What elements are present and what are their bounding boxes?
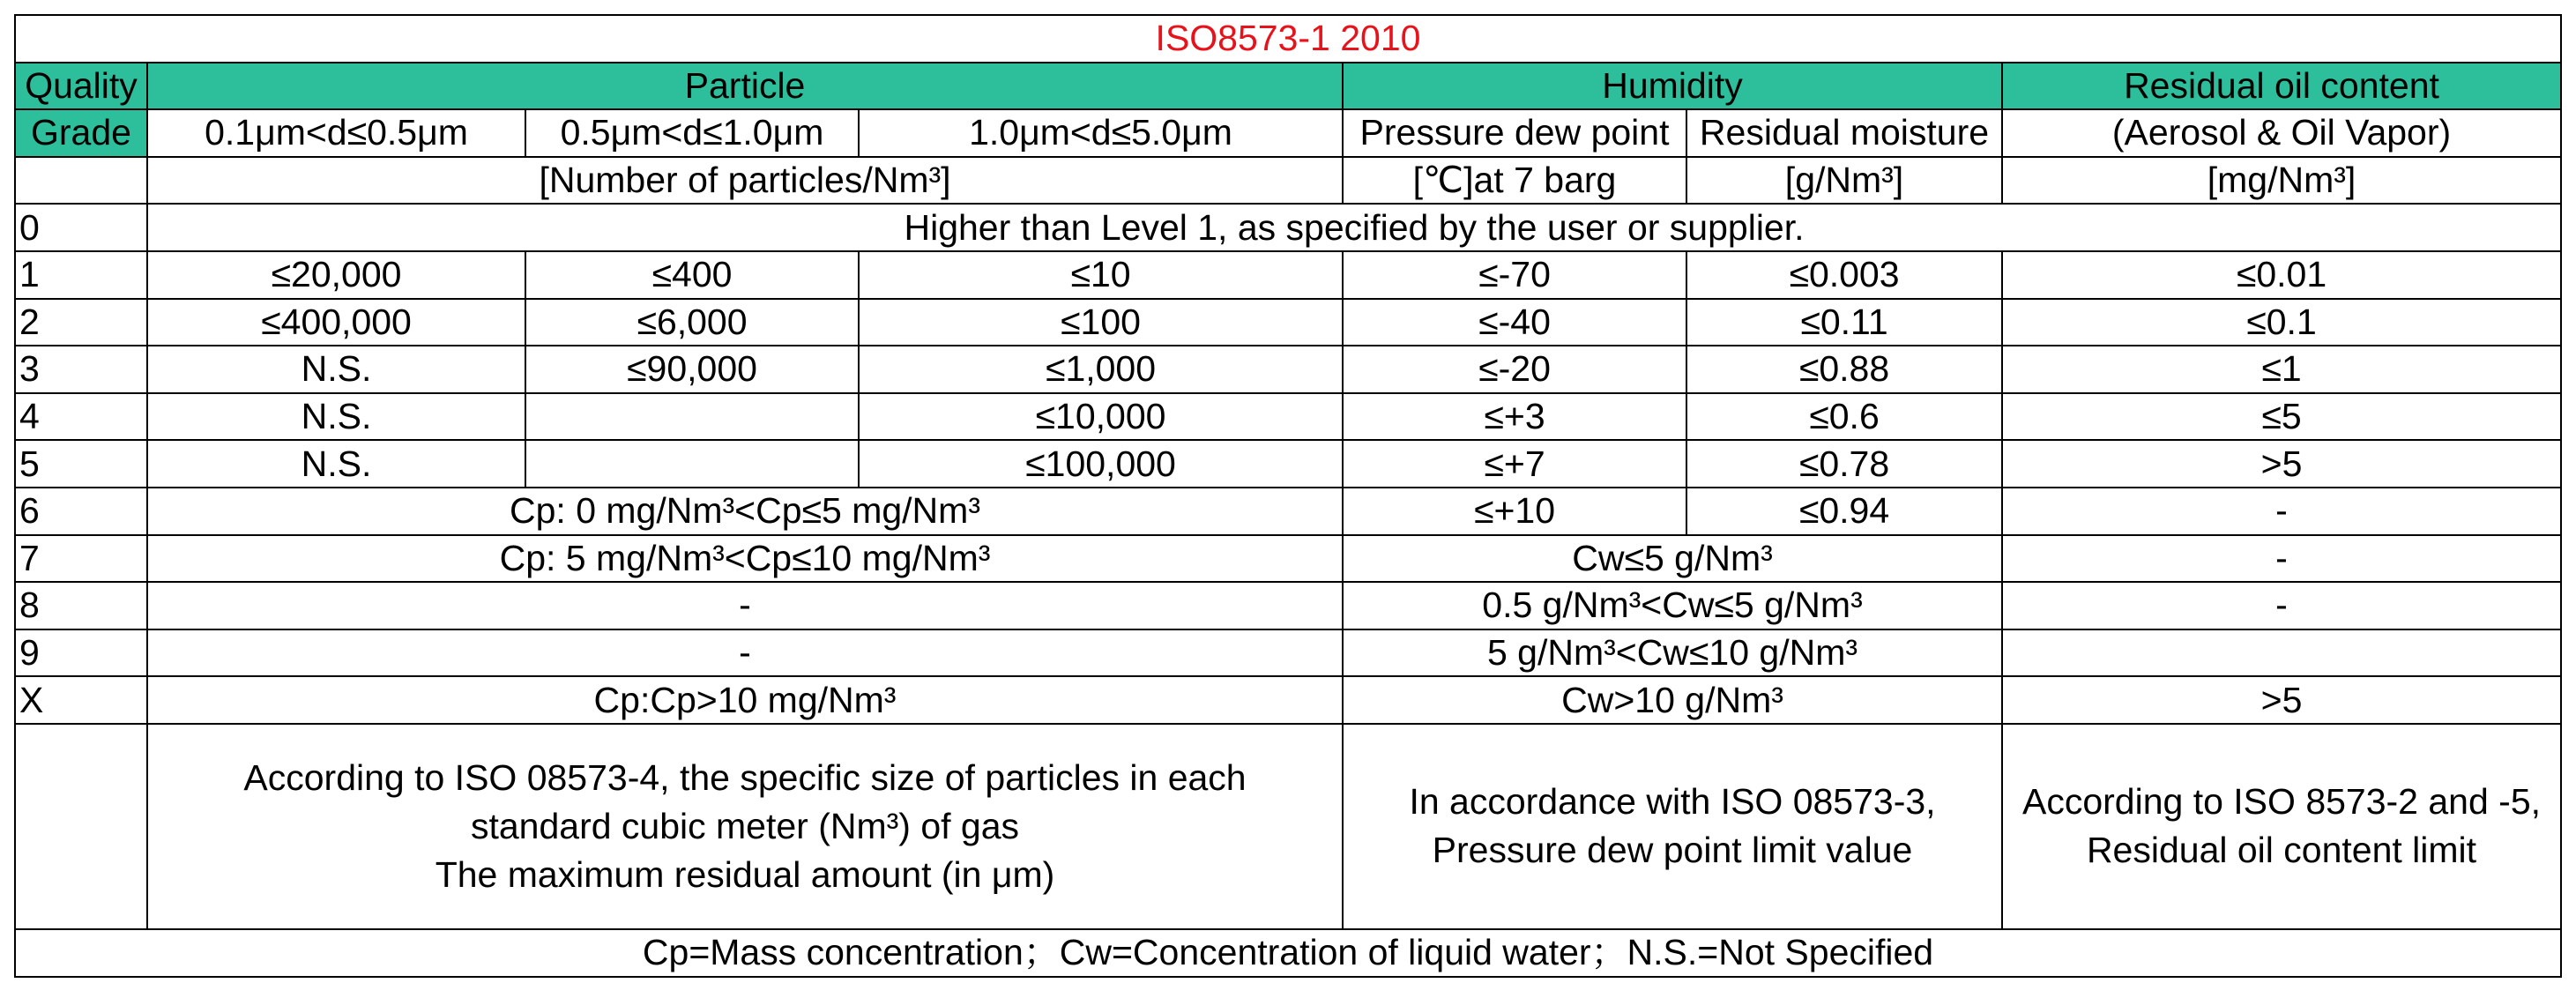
table-title: ISO8573-1 2010 [15, 15, 2561, 63]
particle-size-1-cell: ≤20,000 [147, 251, 525, 299]
humidity-header: Humidity [1343, 63, 2002, 110]
oil-units: [mg/Nm³] [2002, 157, 2561, 205]
oil-note-line: Residual oil content limit [2086, 830, 2477, 871]
particle-note-line: The maximum residual amount (in μm) [435, 853, 1055, 895]
size-range-3: 1.0μm<d≤5.0μm [859, 109, 1343, 157]
particle-note-line: According to ISO 08573-4, the specific size of particles in each [243, 757, 1247, 798]
size-range-1: 0.1μm<d≤0.5μm [147, 109, 525, 157]
particle-size-1-cell: N.S. [147, 346, 525, 393]
oil-note [2002, 724, 2561, 929]
units-grade-cell [15, 157, 147, 205]
table-row [15, 440, 2561, 488]
dew-point-cell: ≤+10 [1343, 488, 1686, 535]
grade-cell: 3 [15, 346, 147, 393]
oil-cell: - [2002, 582, 2561, 629]
grade-cell: 4 [15, 393, 147, 441]
table-row [15, 535, 2561, 583]
table-row [15, 488, 2561, 535]
particle-size-2-cell [525, 393, 859, 441]
moisture-cell: ≤0.6 [1686, 393, 2002, 441]
notes-grade-cell [15, 724, 147, 929]
particle-size-3-cell: ≤10 [859, 251, 1343, 299]
oil-cell: ≤0.01 [2002, 251, 2561, 299]
particle-size-3-cell: ≤10,000 [859, 393, 1343, 441]
particle-size-1-cell: ≤400,000 [147, 299, 525, 346]
quality-grade-header-line2: Grade [15, 109, 147, 157]
moisture-cell: ≤0.78 [1686, 440, 2002, 488]
humidity-concentration-cell: 0.5 g/Nm³<Cw≤5 g/Nm³ [1343, 582, 2002, 629]
table-row [15, 204, 2561, 251]
dew-point-cell: ≤-20 [1343, 346, 1686, 393]
iso-8573-table [14, 14, 2562, 978]
oil-cell: ≤0.1 [2002, 299, 2561, 346]
dew-point-cell: ≤-40 [1343, 299, 1686, 346]
table-row [15, 393, 2561, 441]
oil-cell: >5 [2002, 440, 2561, 488]
oil-cell: - [2002, 535, 2561, 583]
particle-size-3-cell: ≤1,000 [859, 346, 1343, 393]
footer-row [15, 929, 2561, 977]
grade-cell: X [15, 676, 147, 724]
quality-grade-header-line1: Quality [15, 63, 147, 110]
dew-point-cell: ≤-70 [1343, 251, 1686, 299]
particle-units: [Number of particles/Nm³] [147, 157, 1343, 205]
dew-units: [℃]at 7 barg [1343, 157, 1686, 205]
header-row-1 [15, 63, 2561, 110]
moisture-units: [g/Nm³] [1686, 157, 2002, 205]
humidity-note [1343, 724, 2002, 929]
units-row [15, 157, 2561, 205]
particle-note-line: standard cubic meter (Nm³) of gas [470, 805, 1020, 846]
moisture-cell: ≤0.88 [1686, 346, 2002, 393]
oil-note-line: According to ISO 8573-2 and -5, [2022, 781, 2542, 823]
header-row-2 [15, 109, 2561, 157]
table-row [15, 346, 2561, 393]
residual-moisture-header: Residual moisture [1686, 109, 2002, 157]
footer-legend: Cp=Mass concentration；Cw=Concentration of liquid water；N.S.=Not Specified [15, 929, 2561, 977]
particle-header: Particle [147, 63, 1343, 110]
table-row [15, 251, 2561, 299]
particle-size-2-cell: ≤400 [525, 251, 859, 299]
residual-oil-header: Residual oil content [2002, 63, 2561, 110]
pressure-dew-point-header: Pressure dew point [1343, 109, 1686, 157]
table-row [15, 676, 2561, 724]
particle-concentration-cell: Cp: 5 mg/Nm³<Cp≤10 mg/Nm³ [147, 535, 1343, 583]
title-row [15, 15, 2561, 63]
dew-point-cell: ≤+7 [1343, 440, 1686, 488]
grade-cell: 1 [15, 251, 147, 299]
grade-cell: 9 [15, 629, 147, 677]
particle-note [147, 724, 1343, 929]
particle-size-2-cell [525, 440, 859, 488]
grade-cell: 7 [15, 535, 147, 583]
particle-size-2-cell: ≤90,000 [525, 346, 859, 393]
oil-cell: ≤1 [2002, 346, 2561, 393]
humidity-concentration-cell: Cw≤5 g/Nm³ [1343, 535, 2002, 583]
oil-cell: - [2002, 488, 2561, 535]
particle-concentration-cell: Cp: 0 mg/Nm³<Cp≤5 mg/Nm³ [147, 488, 1343, 535]
particle-concentration-cell: - [147, 582, 1343, 629]
grade-cell: 6 [15, 488, 147, 535]
table-row [15, 299, 2561, 346]
particle-concentration-cell: Cp:Cp>10 mg/Nm³ [147, 676, 1343, 724]
humidity-note-line: In accordance with ISO 08573-3, [1409, 781, 1936, 823]
notes-row [15, 724, 2561, 929]
particle-size-1-cell: N.S. [147, 393, 525, 441]
moisture-cell: ≤0.11 [1686, 299, 2002, 346]
grade-0-note: Higher than Level 1, as specified by the user or supplier. [147, 204, 2561, 251]
grade-cell: 0 [15, 204, 147, 251]
oil-cell [2002, 629, 2561, 677]
table-row [15, 582, 2561, 629]
oil-cell: >5 [2002, 676, 2561, 724]
particle-concentration-cell: - [147, 629, 1343, 677]
moisture-cell: ≤0.94 [1686, 488, 2002, 535]
size-range-2: 0.5μm<d≤1.0μm [525, 109, 859, 157]
moisture-cell: ≤0.003 [1686, 251, 2002, 299]
oil-subheader: (Aerosol & Oil Vapor) [2002, 109, 2561, 157]
particle-size-2-cell: ≤6,000 [525, 299, 859, 346]
humidity-concentration-cell: 5 g/Nm³<Cw≤10 g/Nm³ [1343, 629, 2002, 677]
dew-point-cell: ≤+3 [1343, 393, 1686, 441]
table-row [15, 629, 2561, 677]
oil-cell: ≤5 [2002, 393, 2561, 441]
grade-cell: 2 [15, 299, 147, 346]
humidity-concentration-cell: Cw>10 g/Nm³ [1343, 676, 2002, 724]
grade-cell: 8 [15, 582, 147, 629]
particle-size-3-cell: ≤100,000 [859, 440, 1343, 488]
particle-size-3-cell: ≤100 [859, 299, 1343, 346]
particle-size-1-cell: N.S. [147, 440, 525, 488]
grade-cell: 5 [15, 440, 147, 488]
humidity-note-line: Pressure dew point limit value [1432, 830, 1913, 871]
